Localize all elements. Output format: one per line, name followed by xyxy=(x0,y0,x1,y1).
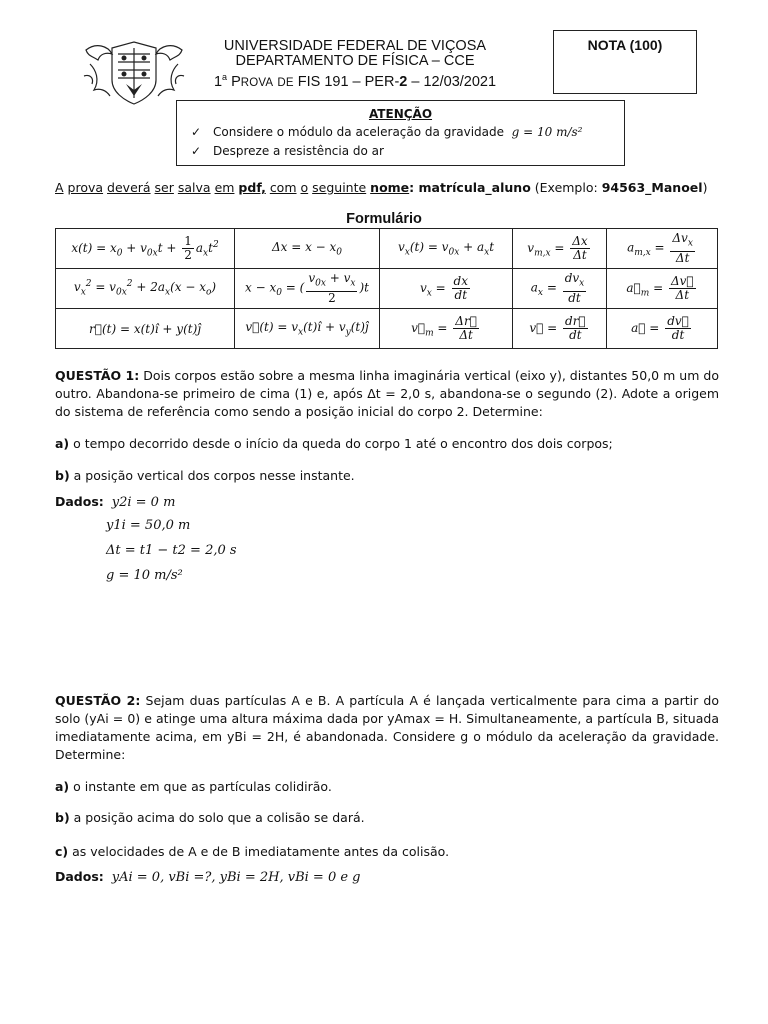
question-1-data-line: g = 10 m/s² xyxy=(106,568,183,583)
formulary-title: Formulário xyxy=(346,211,422,227)
question-1-item-a: a) o tempo decorrido desde o início da queda do corpo 1 até o encontro dos dois corpos; xyxy=(55,436,613,451)
attention-item-gravity: ✓ Considere o módulo da aceleração da gravidade g = 10 m/s² xyxy=(191,125,583,139)
question-1-statement: QUESTÃO 1: Dois corpos estão sobre a mesma linha imaginária vertical (eixo y), distantes 50,0 m um do outro. Abandona-se primeiro de cima (1) e, após Δt = 2,0 s, abandona-se o segundo (2). Adote a origem do sistema de referência como sendo a posição inicial do corpo 2. Determine: xyxy=(55,368,719,419)
university-name: UNIVERSIDADE FEDERAL DE VIÇOSA xyxy=(223,38,487,54)
formula-cell: $a_{m,x}$ = $\frac{\Delta v_x}{\Delta t}$ xyxy=(607,229,718,269)
university-crest-logo xyxy=(82,40,186,106)
formula-cell: $v_{m,x}$ = $\frac{\Delta x}{\Delta t}$ xyxy=(513,229,607,269)
question-1-data: Dados: y2i = 0 m xyxy=(55,494,176,510)
question-1-data-line: Δt = t1 − t2 = 2,0 s xyxy=(106,543,237,558)
question-1-data-line: y1i = 50,0 m xyxy=(106,518,191,533)
question-2-item-b: b) a posição acima do solo que a colisão se dará. xyxy=(55,810,365,825)
formula-cell: $x(t) = x_0 + v_{0x}t$ + $\frac{1}{2}$ $a_xt^2$ xyxy=(56,229,235,269)
formula-cell: $a⃗_m$ = $\frac{\Delta v⃗}{\Delta t}$ xyxy=(607,269,718,309)
question-2-item-c: c) as velocidades de A e de B imediatamente antes da colisão. xyxy=(55,844,450,859)
formula-cell: $v_x(t) = v_{0x} + a_xt$ xyxy=(380,229,513,269)
grade-label: NOTA (100) xyxy=(587,37,663,53)
check-icon: ✓ xyxy=(191,125,202,139)
formula-cell: v⃗ = $\frac{dr⃗}{dt}$ xyxy=(513,309,607,349)
formula-cell: $a_x$ = $\frac{dv_x}{dt}$ xyxy=(513,269,607,309)
formula-cell: v⃗(t) = $v_x(t)î$ + $v_y(t)ĵ$ xyxy=(235,309,380,349)
question-1-item-b: b) a posição vertical dos corpos nesse instante. xyxy=(55,468,355,483)
exam-title: 1$^a$ PROVA DE FIS 191 – PER-2 – 12/03/2021 xyxy=(213,72,497,90)
formula-cell: r⃗(t) = x(t)î + y(t)ĵ xyxy=(56,309,235,349)
formula-cell: $v⃗_m$ = $\frac{\Delta r⃗}{\Delta t}$ xyxy=(380,309,513,349)
question-2-statement: QUESTÃO 2: Sejam duas partículas A e B. A partícula A é lançada verticalmente para cima a partir do solo (yAi = 0) e atinge uma altura máxima dada por yAmax = H. Simultaneamente, a partícula B, situada imediatamente acima, em yBi = 2H, é abandonada. Considere g o módulo da aceleração da gravidade. Determine: xyxy=(55,693,719,762)
formula-cell: $x - x_0$ = ( $\frac{v_{0x} + v_x}{2}$ )t xyxy=(235,269,380,309)
question-2-data: Dados: yAi = 0, vBi =?, yBi = 2H, vBi = 0 e g xyxy=(55,869,361,885)
formula-cell: $\Delta x = x - x_0$ xyxy=(235,229,380,269)
attention-title: ATENÇÃO xyxy=(368,107,433,121)
formula-cell: $v_x^2 = v_{0x}^2 + 2a_x(x - x_o)$ xyxy=(56,269,235,309)
grade-box xyxy=(553,30,697,94)
department-name: DEPARTAMENTO DE FÍSICA – CCE xyxy=(235,53,475,69)
save-instruction: A prova deverá ser salva em pdf, com o seguinte nome: matrícula_aluno (Exemplo: 94563_Manoel) xyxy=(55,180,708,195)
formula-cell: a⃗ = $\frac{dv⃗}{dt}$ xyxy=(607,309,718,349)
question-2-item-a: a) o instante em que as partículas colidirão. xyxy=(55,779,332,794)
gravity-value: g = 10 m/s² xyxy=(511,125,583,139)
attention-item-air: ✓ Despreze a resistência do ar xyxy=(191,144,384,158)
formula-cell: $v_x$ = $\frac{dx}{dt}$ xyxy=(380,269,513,309)
attention-box xyxy=(176,100,625,166)
formula-table xyxy=(55,228,718,349)
check-icon: ✓ xyxy=(191,144,202,158)
